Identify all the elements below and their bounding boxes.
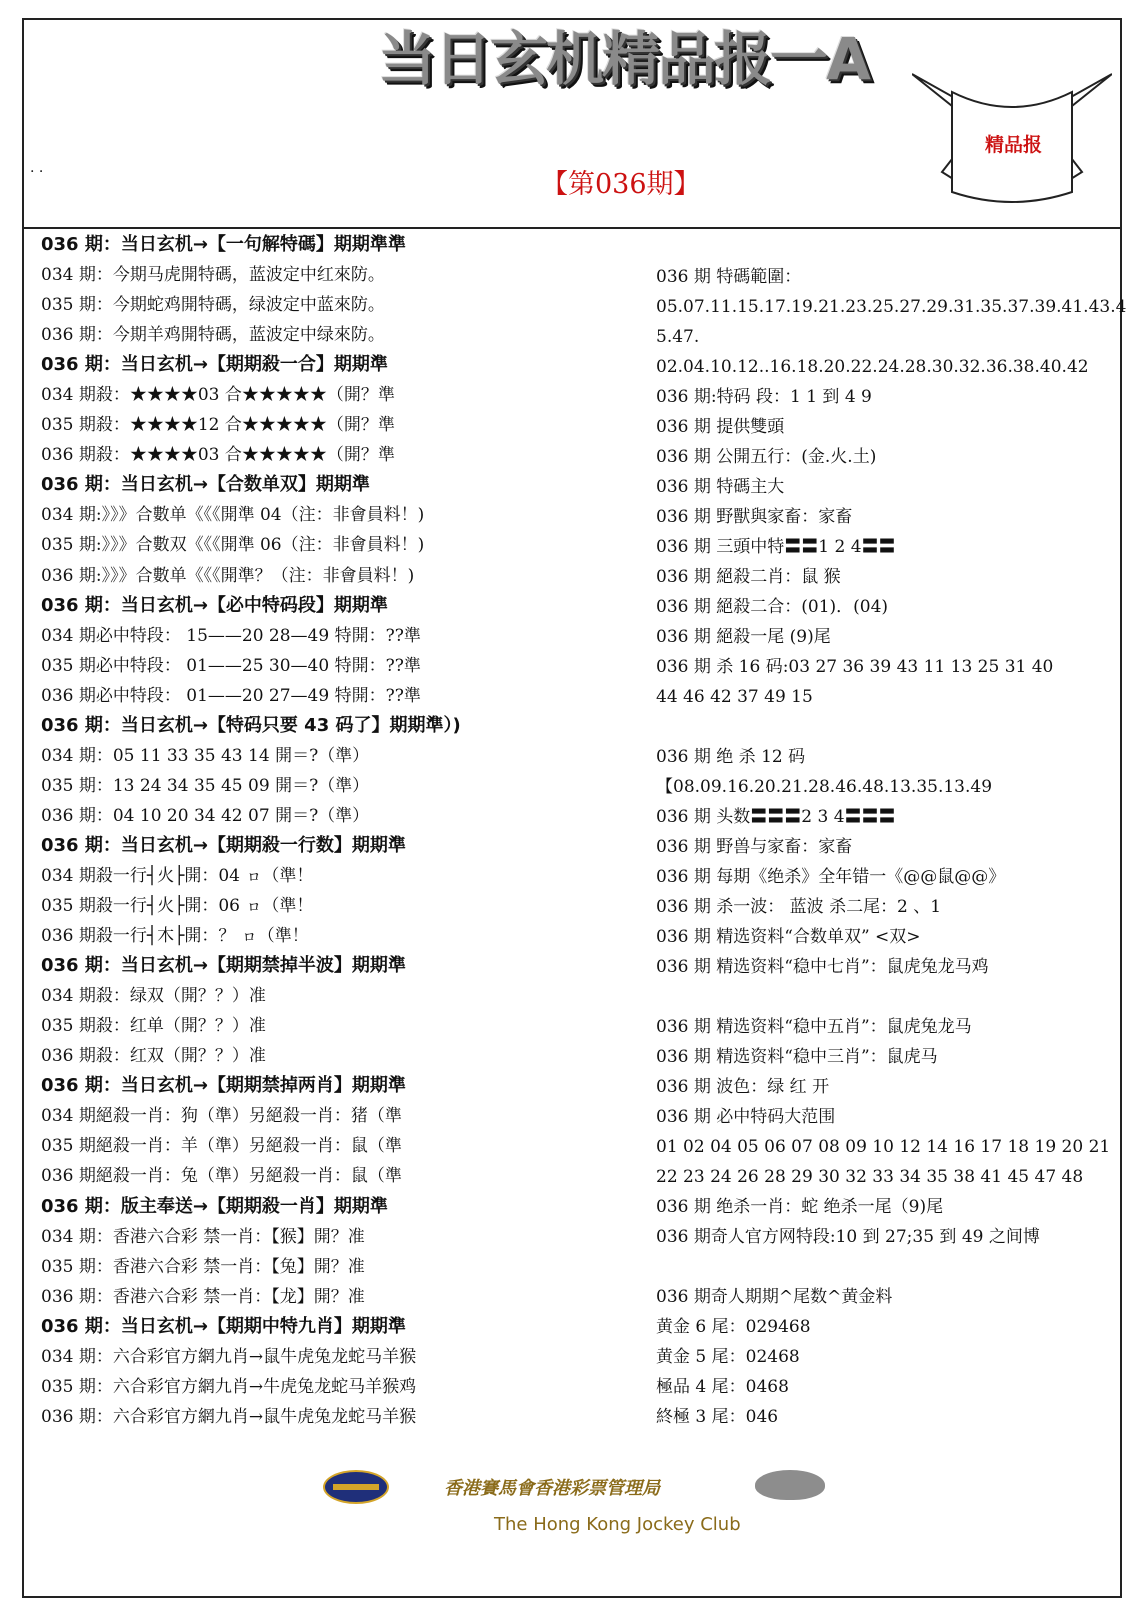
left-line: 036 期：04 10 20 34 42 07 開＝?（準）: [41, 805, 370, 826]
left-line: 036 期：今期羊鸡開特碼，蓝波定中绿來防。: [41, 325, 385, 346]
right-line: 036 期 公開五行：(金.火.土): [656, 447, 877, 467]
hkjc-logo-icon: [323, 1470, 389, 1504]
left-line: 036 期：六合彩官方網九肖→鼠牛虎兔龙蛇马羊猴: [41, 1406, 417, 1427]
left-line: 036 期殺一行┤木├開：？ ㇿ（準！: [41, 926, 309, 947]
left-line: 036 期絕殺一肖：兔（準）另絕殺一肖：鼠（準: [41, 1166, 402, 1187]
left-line: 034 期殺一行┤火├開：04 ㇿ（準！: [41, 865, 314, 886]
right-line: 5.47.: [656, 327, 700, 347]
right-line: 036 期 杀一波： 蓝波 杀二尾：2 、1: [656, 897, 942, 917]
right-line: [656, 982, 1126, 1012]
right-line: 036 期 三頭中特〓〓1 2 4〓〓: [656, 537, 896, 557]
right-line: 44 46 42 37 49 15: [656, 687, 813, 707]
left-line: 034 期必中特段： 15——20 28—49 特開：??準: [41, 625, 421, 646]
left-line: 034 期絕殺一肖：狗（準）另絕殺一肖：猪（準: [41, 1106, 402, 1127]
right-line: [656, 1252, 1126, 1282]
page-title: 当日玄机精品报一A: [378, 25, 869, 93]
left-line: 035 期：今期蛇鸡開特碼，绿波定中蓝來防。: [41, 295, 385, 316]
right-line: 036 期 绝杀一肖：蛇 绝杀一尾（9)尾: [656, 1197, 944, 1217]
right-line: 036 期 头数〓〓〓2 3 4〓〓〓: [656, 807, 896, 827]
left-line: 034 期：香港六合彩 禁一肖：【猴】開？准: [41, 1226, 365, 1247]
right-line: 036 期 绝 杀 12 码: [656, 747, 806, 767]
footer-org-cn: 香港賽馬會香港彩票管理局: [444, 1478, 660, 1499]
right-line: 036 期 波色：绿 红 开: [656, 1077, 830, 1097]
right-line: 終極 3 尾：046: [656, 1407, 779, 1427]
right-line: 036 期 特碼範圍：: [656, 267, 802, 287]
right-line: 036 期 提供雙頭: [656, 417, 785, 437]
right-line: 01 02 04 05 06 07 08 09 10 12 14 16 17 18 19 20 21: [656, 1137, 1111, 1157]
left-line: 034 期：六合彩官方網九肖→鼠牛虎兔龙蛇马羊猴: [41, 1346, 417, 1367]
left-line: 036 期殺：★★★★03 合★★★★★（開？準: [41, 445, 395, 466]
left-line: 034 期：05 11 33 35 43 14 開＝?（準）: [41, 745, 370, 766]
right-line: [656, 712, 1126, 742]
left-line: 035 期殺：★★★★12 合★★★★★（開？準: [41, 415, 395, 436]
left-line: 034 期殺：绿双（開？？）准: [41, 986, 266, 1007]
right-line: 036 期 絕殺二肖：鼠 猴: [656, 567, 841, 587]
right-line: 036 期 野兽与家畜：家畜: [656, 837, 853, 857]
right-line: 036 期:特码 段：1 1 到 4 9: [656, 387, 872, 407]
right-line: 036 期 絕殺二合：(01)．(04): [656, 597, 889, 617]
left-line: 036 期：版主奉送→【期期殺一肖】期期準: [41, 1195, 388, 1217]
left-line: 035 期：香港六合彩 禁一肖：【兔】開？准: [41, 1256, 365, 1277]
right-line: 036 期 精选资料“稳中七肖”：鼠虎兔龙马鸡: [656, 957, 989, 977]
left-line: 036 期：当日玄机→【期期殺一行数】期期準: [41, 834, 406, 856]
right-line: 036 期 精选资料“稳中三肖”：鼠虎马: [656, 1047, 938, 1067]
left-line: 036 期：当日玄机→【期期禁掉半波】期期準: [41, 955, 406, 977]
left-line: 036 期:》》》合數单《《《開準？（注：非會員料！): [41, 565, 415, 586]
left-line: 036 期：当日玄机→【期期殺一合】期期準: [41, 354, 388, 376]
left-line: 035 期絕殺一肖：羊（準）另絕殺一肖：鼠（準: [41, 1136, 402, 1157]
right-line: 036 期 精选资料“合数单双” <双>: [656, 927, 921, 947]
lottery-logo-icon: [755, 1470, 825, 1500]
footer-org-en: The Hong Kong Jockey Club: [494, 1514, 741, 1535]
header-dots: . .: [30, 160, 44, 176]
left-line: 035 期：13 24 34 35 45 09 開＝?（準）: [41, 775, 370, 796]
right-line: 【08.09.16.20.21.28.46.48.13.35.13.49: [656, 777, 993, 797]
left-line: 035 期:》》》合數双《《《開準 06（注：非會員料！): [41, 535, 425, 556]
right-line: 黄金 5 尾：02468: [656, 1347, 800, 1367]
right-line: 22 23 24 26 28 29 30 32 33 34 35 38 41 45 47 48: [656, 1167, 1084, 1187]
right-line: 極品 4 尾：0468: [656, 1377, 789, 1397]
right-line: 036 期奇人期期^尾数^黄金料: [656, 1287, 893, 1307]
left-line: 036 期：香港六合彩 禁一肖：【龙】開？准: [41, 1286, 365, 1307]
left-line: 036 期：当日玄机→【期期中特九肖】期期準: [41, 1315, 406, 1337]
right-line: 036 期 必中特码大范围: [656, 1107, 836, 1127]
right-line: 036 期 杀 16 码:03 27 36 39 43 11 13 25 31 40: [656, 657, 1054, 677]
left-line: 035 期必中特段： 01——25 30—40 特開：??準: [41, 655, 421, 676]
right-column: [656, 262, 1126, 1432]
right-line: 036 期 野獸與家畜：家畜: [656, 507, 853, 527]
left-line: 036 期殺：红双（開？？）准: [41, 1046, 266, 1067]
left-line: 034 期殺：★★★★03 合★★★★★（開？準: [41, 385, 395, 406]
right-line: 036 期奇人官方网特段:10 到 27;35 到 49 之间博: [656, 1227, 1040, 1247]
left-line: 036 期：当日玄机→【必中特码段】期期準: [41, 594, 388, 616]
right-line: 黄金 6 尾：029468: [656, 1317, 811, 1337]
left-line: 034 期：今期马虎開特碼，蓝波定中红來防。: [41, 265, 385, 286]
left-line: 036 期：当日玄机→【合数单双】期期準: [41, 474, 370, 496]
left-line: 035 期殺：红单（開？？）准: [41, 1016, 266, 1037]
left-column: [41, 230, 461, 1432]
left-line: 036 期：当日玄机→【期期禁掉两肖】期期準: [41, 1075, 406, 1097]
right-line: 036 期 精选资料“稳中五肖”：鼠虎兔龙马: [656, 1017, 972, 1037]
issue-number: 【第036期】: [541, 169, 701, 200]
left-line: 035 期殺一行┤火├開：06 ㇿ（準！: [41, 896, 314, 917]
badge-label: 精品报: [985, 134, 1043, 156]
left-line: 035 期：六合彩官方網九肖→牛虎兔龙蛇马羊猴鸡: [41, 1376, 417, 1397]
left-line: 036 期必中特段： 01——20 27—49 特開：??準: [41, 685, 421, 706]
right-line: 05.07.11.15.17.19.21.23.25.27.29.31.35.37.39.41.43.4: [656, 297, 1127, 317]
left-line: 034 期:》》》合數单《《《開準 04（注：非會員料！): [41, 505, 425, 526]
right-line: 036 期 特碼主大: [656, 477, 785, 497]
right-line: 02.04.10.12..16.18.20.22.24.28.30.32.36.38.40.42: [656, 357, 1089, 377]
right-line: 036 期 每期《绝杀》全年错一《@@鼠@@》: [656, 867, 1006, 887]
left-line: 036 期：当日玄机→【一句解特碼】期期準準: [41, 234, 406, 255]
right-line: 036 期 絕殺一尾 (9)尾: [656, 627, 831, 647]
left-line: 036 期：当日玄机→【特码只要 43 码了】期期準）): [41, 714, 461, 736]
